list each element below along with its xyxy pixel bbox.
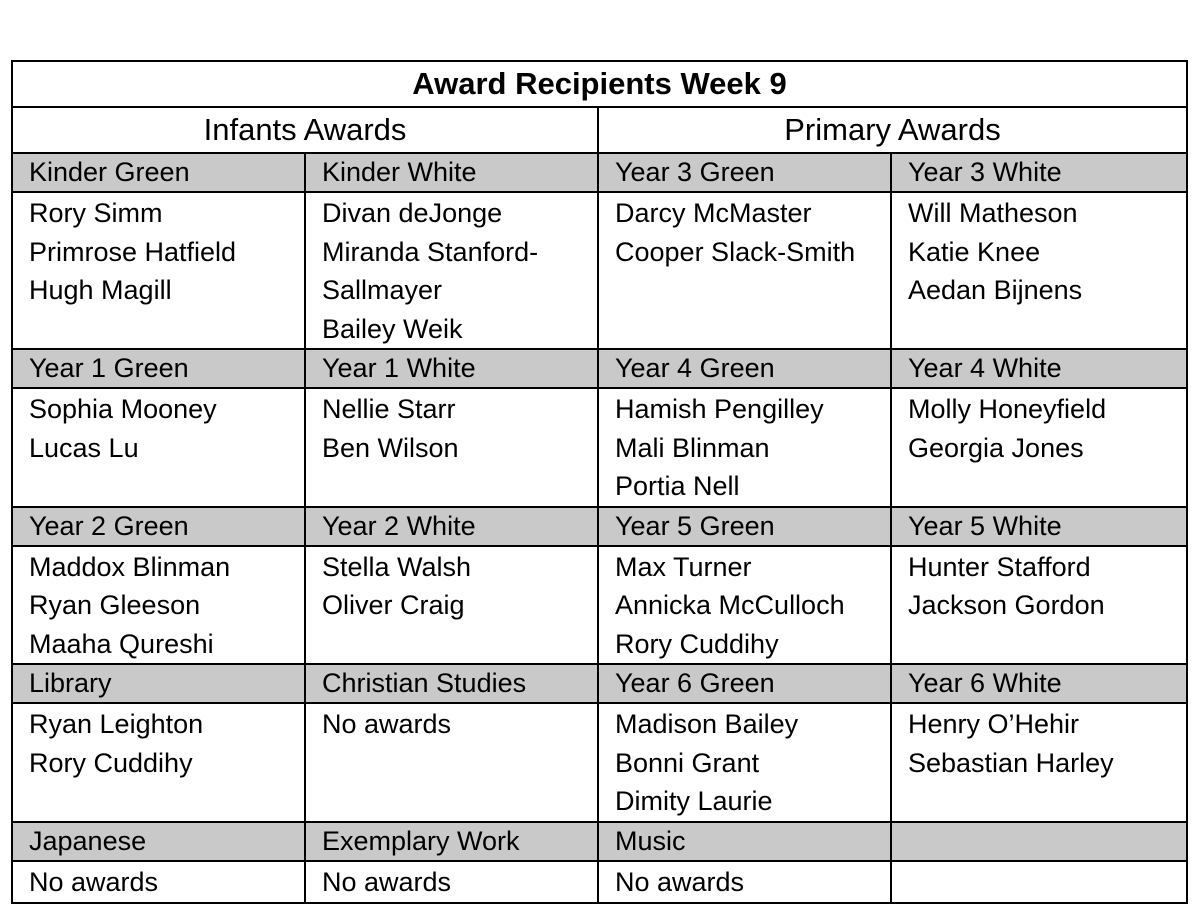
recipients-row: [12, 192, 1187, 349]
class-header-cell: Year 5 Green: [598, 507, 891, 546]
recipients-cell: [12, 703, 305, 822]
class-header-cell: Kinder Green: [12, 153, 305, 192]
recipient-name: Will Matheson: [908, 198, 1078, 228]
recipient-name: Lucas Lu: [29, 432, 139, 463]
recipient-name: Oliver Craig: [322, 590, 465, 620]
recipient-name: Maddox Blinman: [29, 551, 231, 582]
recipients-cell: [12, 388, 305, 507]
recipient-name: Hamish Pengilley: [615, 394, 824, 424]
recipient-name: No awards: [29, 867, 159, 897]
recipient-name: Dimity Laurie: [615, 786, 773, 816]
recipient-name: Hunter Stafford: [908, 551, 1091, 582]
recipients-cell: [891, 192, 1187, 349]
class-header-row: [12, 664, 1187, 703]
recipients-cell: [891, 861, 1187, 903]
recipient-name: Max Turner: [615, 551, 752, 582]
award-recipients-table: [11, 60, 1188, 904]
recipients-row: [12, 546, 1187, 665]
class-header-cell: Japanese: [12, 822, 305, 861]
recipients-row: [12, 388, 1187, 507]
recipients-cell: [598, 546, 891, 665]
recipient-name: Katie Knee: [908, 236, 1041, 267]
recipients-cell: [305, 861, 598, 903]
recipient-name: Portia Nell: [615, 471, 740, 501]
class-header-cell: Year 3 Green: [598, 153, 891, 192]
recipient-name: Sallmayer: [322, 275, 443, 305]
recipient-name: Miranda Stanford-: [322, 236, 539, 267]
recipient-name: Nellie Starr: [322, 394, 456, 424]
recipient-name: Hugh Magill: [29, 275, 172, 305]
section-infants-awards: Infants Awards: [12, 107, 598, 153]
recipient-name: Darcy McMaster: [615, 198, 812, 228]
recipients-cell: [305, 388, 598, 507]
recipients-cell: [891, 703, 1187, 822]
recipients-cell: [598, 703, 891, 822]
recipient-name: Bailey Weik: [322, 313, 463, 344]
recipient-name: Primrose Hatfield: [29, 236, 237, 267]
recipient-name: Cooper Slack-Smith: [615, 236, 856, 267]
section-primary-awards: Primary Awards: [598, 107, 1187, 153]
recipients-cell: [12, 546, 305, 665]
recipient-name: Rory Cuddihy: [615, 628, 779, 659]
recipient-name: Mali Blinman: [615, 432, 770, 463]
recipient-name: Jackson Gordon: [908, 590, 1105, 620]
recipient-name: No awards: [615, 867, 745, 897]
class-header-cell: [891, 822, 1187, 861]
recipient-name: Georgia Jones: [908, 432, 1084, 463]
recipients-cell: [598, 192, 891, 349]
recipient-name: Madison Bailey: [615, 709, 799, 739]
class-header-row: [12, 507, 1187, 546]
class-header-cell: Year 3 White: [891, 153, 1187, 192]
class-header-row: [12, 349, 1187, 388]
recipient-name: Maaha Qureshi: [29, 628, 214, 659]
class-header-cell: Year 1 White: [305, 349, 598, 388]
recipients-cell: [12, 192, 305, 349]
recipients-cell: [598, 388, 891, 507]
class-header-cell: Christian Studies: [305, 664, 598, 703]
class-header-cell: Year 2 Green: [12, 507, 305, 546]
class-header-cell: Year 1 Green: [12, 349, 305, 388]
recipients-cell: [305, 192, 598, 349]
recipients-cell: [598, 861, 891, 903]
recipient-name: Ben Wilson: [322, 432, 459, 463]
class-header-row: [12, 822, 1187, 861]
class-header-cell: Year 4 White: [891, 349, 1187, 388]
recipient-name: Henry O’Hehir: [908, 709, 1080, 739]
table-title: Award Recipients Week 9: [12, 61, 1187, 107]
recipient-name: Ryan Gleeson: [29, 590, 201, 620]
recipients-cell: [891, 388, 1187, 507]
class-header-cell: Music: [598, 822, 891, 861]
class-header-cell: Exemplary Work: [305, 822, 598, 861]
class-header-cell: Year 5 White: [891, 507, 1187, 546]
recipients-row: [12, 861, 1187, 903]
recipient-name: Divan deJonge: [322, 198, 503, 228]
recipients-cell: [12, 861, 305, 903]
recipient-name: Rory Simm: [29, 198, 163, 228]
class-header-cell: Library: [12, 664, 305, 703]
recipients-cell: [891, 546, 1187, 665]
recipient-name: Bonni Grant: [615, 747, 760, 778]
recipient-name: Annicka McCulloch: [615, 590, 845, 620]
recipient-name: Sophia Mooney: [29, 394, 217, 424]
title-row: [12, 61, 1187, 107]
award-table-body: [12, 61, 1187, 903]
recipient-name: Sebastian Harley: [908, 747, 1114, 778]
recipient-name: Ryan Leighton: [29, 709, 204, 739]
recipient-name: No awards: [322, 867, 452, 897]
class-header-cell: Year 2 White: [305, 507, 598, 546]
class-header-cell: Year 6 Green: [598, 664, 891, 703]
recipients-row: [12, 703, 1187, 822]
recipient-name: Stella Walsh: [322, 551, 472, 582]
class-header-cell: Year 6 White: [891, 664, 1187, 703]
recipient-name: Molly Honeyfield: [908, 394, 1107, 424]
class-header-row: [12, 153, 1187, 192]
recipient-name: No awards: [322, 709, 452, 739]
recipient-name: Aedan Bijnens: [908, 275, 1083, 305]
recipients-cell: [305, 546, 598, 665]
recipients-cell: [305, 703, 598, 822]
section-row: [12, 107, 1187, 153]
class-header-cell: Kinder White: [305, 153, 598, 192]
recipient-name: Rory Cuddihy: [29, 747, 193, 778]
class-header-cell: Year 4 Green: [598, 349, 891, 388]
